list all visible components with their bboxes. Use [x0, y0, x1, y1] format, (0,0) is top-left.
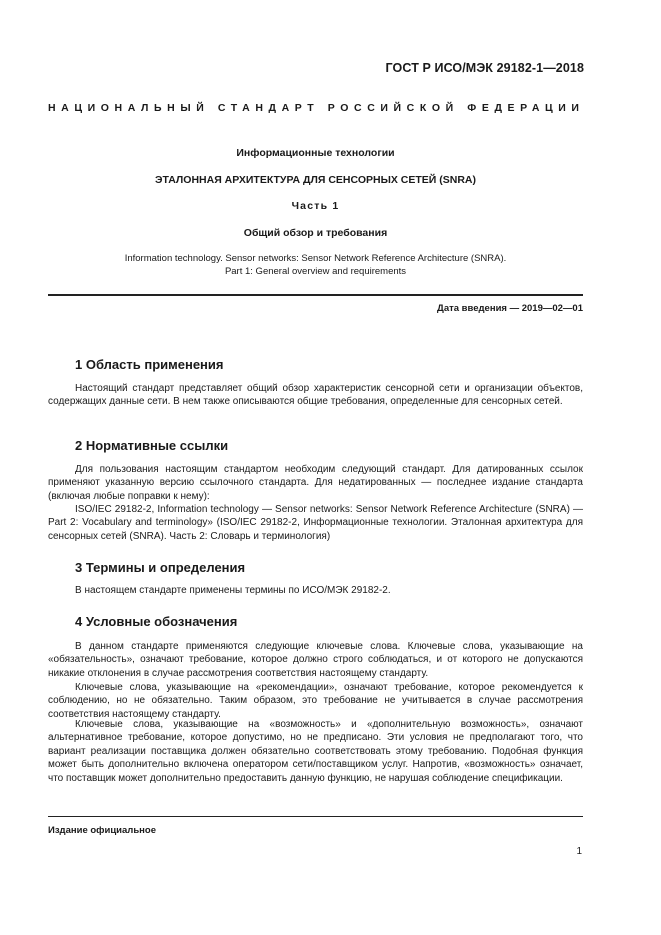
page-number: 1 — [576, 846, 582, 857]
paragraph: В данном стандарте применяются следующие ключевые слова. Ключевые слова, указывающие на «обязательность», означают требование, которое должно строго соблюдаться, и от которого не допускаются никакие отклонения в случае рассмотрения соответствия настоящему стандарту. — [48, 641, 583, 679]
standard-number: ГОСТ Р ИСО/МЭК 29182-1—2018 — [385, 61, 584, 75]
part-title: Общий обзор и требования — [243, 227, 388, 239]
paragraph: Ключевые слова, указывающие на «возможность» и «дополнительную возможность», означают альтернативное требование, которое допустимо, но не предписано. Эти условия не предполагают того, что вариант реализации поставщика должен обязательно соответствовать этому требованию. Подобная функция может быть дополнительно включена оператором сети/поставщиком услуг. Напротив, «возможность» означает, что поставщик может дополнительно предоставить данную функцию, не нарушая соблюдение спецификации. — [48, 719, 583, 784]
header-divider — [48, 294, 583, 296]
title-subject: Информационные технологии — [236, 147, 395, 159]
effective-date: Дата введения — 2019—02—01 — [437, 303, 583, 314]
section-heading-normative-references: 2 Нормативные ссылки — [75, 438, 229, 453]
section-heading-conventions: 4 Условные обозначения — [75, 614, 238, 629]
paragraph: ISO/IEC 29182-2, Information technology — Sensor networks: Sensor Network Reference Architecture (SNRA) — Part 2: Vocabulary and terminology» (ISO/IEC 29182-2, Информационные технологии. Эталонная архитектура для сенсорных сетей (SNRA). Часть 2: Словарь и терминология) — [48, 504, 583, 542]
english-title-line1: Information technology. Sensor networks: Sensor Network Reference Architecture (SNRA). — [124, 253, 507, 264]
main-title: ЭТАЛОННАЯ АРХИТЕКТУРА ДЛЯ СЕНСОРНЫХ СЕТЕЙ (SNRA) — [155, 174, 476, 186]
paragraph: В настоящем стандарте применены термины по ИСО/МЭК 29182-2. — [75, 585, 391, 596]
english-title — [48, 252, 583, 278]
paragraph: Настоящий стандарт представляет общий обзор характеристик сенсорной сети и организации объектов, содержащих данные сети. В нем также описываются общие требования, определенные для сенсорных сетей. — [48, 383, 583, 408]
section-heading-terms-definitions: 3 Термины и определения — [75, 560, 246, 575]
section-heading-scope: 1 Область применения — [75, 357, 224, 372]
paragraph: Для пользования настоящим стандартом необходим следующий стандарт. Для датированных ссылок применяют указанную версию ссылочного стандарта. Для недатированных — последнее издание стандарта (включая любые поправки к нему): — [48, 464, 583, 502]
footer-divider — [48, 816, 583, 817]
part-label: Часть 1 — [291, 200, 340, 212]
national-standard-banner: НАЦИОНАЛЬНЫЙ СТАНДАРТ РОССИЙСКОЙ ФЕДЕРАЦИИ — [48, 102, 585, 114]
paragraph: Ключевые слова, указывающие на «рекомендации», означают требование, которое рекомендуется к соблюдению, но не обязательно. Таким образом, это требование не учитывается в случае рассмотрения соответствия настоящему стандарту. — [48, 682, 583, 720]
edition-label: Издание официальное — [48, 825, 156, 836]
english-title-line2: Part 1: General overview and requirements — [224, 266, 407, 277]
